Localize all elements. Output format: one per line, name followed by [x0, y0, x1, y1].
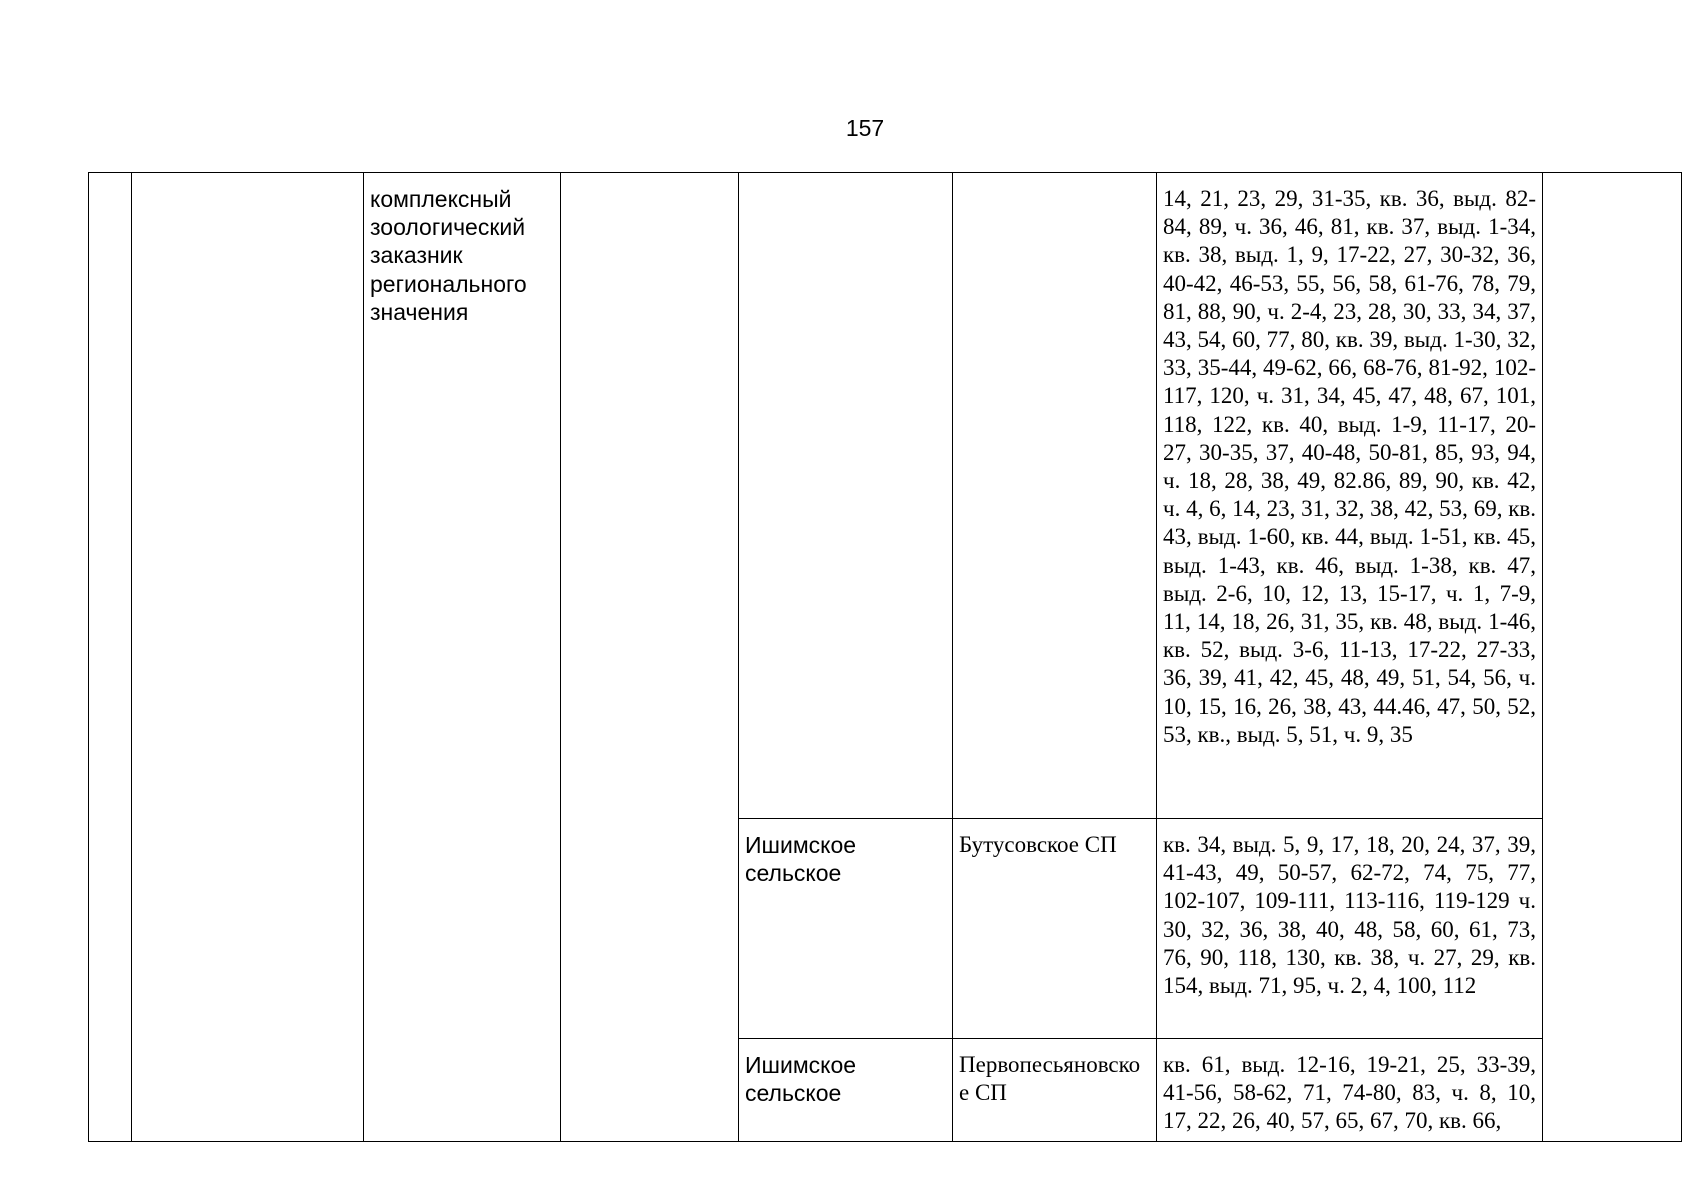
location-cell: кв. 61, выд. 12-16, 19-21, 25, 33-39, 41-56, 58-62, 71, 74-80, 83, ч. 8, 10, 17, 22, 26, 40, 57, 65, 67, 70, кв. 66,: [1157, 1039, 1543, 1142]
district-forestry-cell: Бутусовское СП: [953, 819, 1157, 1039]
forestry-cell: [739, 173, 953, 819]
number-cell: [89, 173, 132, 1142]
location-cell: кв. 34, выд. 5, 9, 17, 18, 20, 24, 37, 39, 41-43, 49, 50-57, 62-72, 74, 75, 77, 102-107, 109-111, 113-116, 119-129 ч. 30, 32, 36, 38, 40, 48, 58, 60, 61, 73, 76, 90, 118, 130, кв. 38, ч. 27, 29, кв. 154, выд. 71, 95, ч. 2, 4, 100, 112: [1157, 819, 1543, 1039]
reserve-type-cell: комплексный зоологический заказник регионального значения: [364, 173, 561, 1142]
name-cell: [132, 173, 364, 1142]
page-number: 157: [845, 115, 885, 141]
table-row: [89, 173, 1682, 819]
area-cell: [561, 173, 739, 1142]
forestry-cell: Ишимское сельское: [739, 819, 953, 1039]
forestry-cell: Ишимское сельское: [739, 1039, 953, 1142]
protected-areas-table: [88, 172, 1682, 1142]
district-forestry-cell: Первопесьяновское СП: [953, 1039, 1157, 1142]
notes-cell: [1543, 173, 1682, 1142]
district-forestry-cell: [953, 173, 1157, 819]
location-cell: 14, 21, 23, 29, 31-35, кв. 36, выд. 82-84, 89, ч. 36, 46, 81, кв. 37, выд. 1-34, кв. 38, выд. 1, 9, 17-22, 27, 30-32, 36, 40-42, 46-53, 55, 56, 58, 61-76, 78, 79, 81, 88, 90, ч. 2-4, 23, 28, 30, 33, 34, 37, 43, 54, 60, 77, 80, кв. 39, выд. 1-30, 32, 33, 35-44, 49-62, 66, 68-76, 81-92, 102-117, 120, ч. 31, 34, 45, 47, 48, 67, 101, 118, 122, кв. 40, выд. 1-9, 11-17, 20-27, 30-35, 37, 40-48, 50-81, 85, 93, 94, ч. 18, 28, 38, 49, 82.86, 89, 90, кв. 42, ч. 4, 6, 14, 23, 31, 32, 38, 42, 53, 69, кв. 43, выд. 1-60, кв. 44, выд. 1-51, кв. 45, выд. 1-43, кв. 46, выд. 1-38, кв. 47, выд. 2-6, 10, 12, 13, 15-17, ч. 1, 7-9, 11, 14, 18, 26, 31, 35, кв. 48, выд. 1-46, кв. 52, выд. 3-6, 11-13, 17-22, 27-33, 36, 39, 41, 42, 45, 48, 49, 51, 54, 56, ч. 10, 15, 16, 26, 38, 43, 44.46, 47, 50, 52, 53, кв., выд. 5, 51, ч. 9, 35: [1157, 173, 1543, 819]
